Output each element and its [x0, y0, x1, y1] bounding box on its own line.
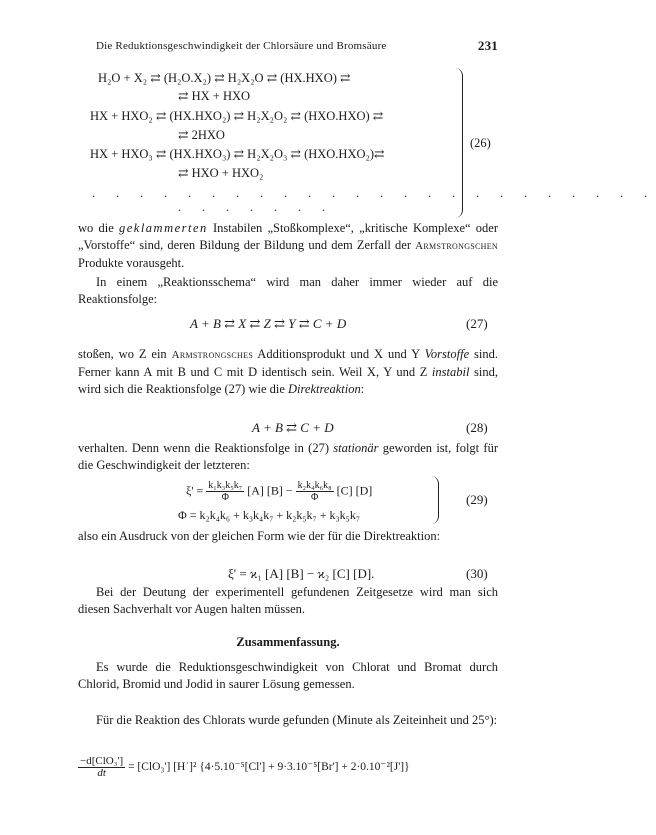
page-number: 231 — [477, 38, 498, 53]
page — [78, 0, 656, 835]
eq26-line-5: HX + HXO₃ ⇄ (HX.HXO₃) ⇄ H₂X₂O₃ ⇄ (HXO.HXO₂)⇄ — [90, 147, 385, 161]
eq26-line-2: ⇄ HX + HXO — [178, 89, 251, 103]
paragraph-1: wo die geklammerten Instabilen „Stoßkomplexe“, „kritische Komplexe“ oder „Vorstoffe“ sind, deren Bildung der Bildung und dem Zerfall der Armstrongschen Produkte vorausgeht. — [78, 221, 498, 270]
running-head — [96, 40, 498, 52]
eq26-dots-row-1: . . . . . . . . . . . . . . . . . . . . . . . . — [92, 186, 656, 200]
eq29-brace — [430, 476, 439, 524]
eq30-number: (30) — [466, 566, 488, 581]
equation-final: $\frac{\text{−d[ClO₃']}}{dt}$ = [ClO₃'] [H˙]² {4·5.10⁻⁵[Cl'] + 9·3.10⁻⁵[Br'] + 2·0.10⁻²[J']} — [80, 755, 410, 779]
eq26-dots-row-2: . . . . . . . — [178, 200, 334, 214]
paragraph-3: stoßen, wo Z ein Armstrongsches Additionsprodukt und X und Y Vorstoffe sind. Ferner kann A mit B und C mit D identisch sein. Weil X, Y und Z instabil sind, wird sich die Reaktionsfolge (27) wie die Direktreaktion: — [78, 347, 498, 396]
eq26-line-3: HX + HXO₂ ⇄ (HX.HXO₂) ⇄ H₂X₂O₂ ⇄ (HXO.HXO) ⇄ — [90, 109, 384, 123]
paragraph-2: In einem „Reaktionsschema“ wird man daher immer wieder auf die Reaktionsfolge: — [78, 275, 498, 306]
equation-30: ξ' = ϰ₁ [A] [B] − ϰ₂ [C] [D]. — [228, 566, 375, 581]
equation-28: A + B ⇄ C + D — [252, 420, 334, 435]
eq26-line-1: H₂O + X₂ ⇄ (H₂O.X₂) ⇄ H₂X₂O ⇄ (HX.HXO) ⇄ — [98, 71, 351, 85]
equation-29-line-2: Φ = k₂k₄k₆ + k₃k₄k₇ + k₂k₅k₇ + k₃k₅k₇ — [178, 508, 361, 522]
eq26-line-6: ⇄ HXO + HXO₂ — [178, 166, 264, 180]
paragraph-7: Es wurde die Reduktionsgeschwindigkeit von Chlorat und Bromat durch Chlorid, Bromid und Jodid in saurer Lösung gemessen. — [78, 660, 498, 691]
paragraph-6: Bei der Deutung der experimentell gefundenen Zeitgesetze wird man sich diesen Sachverhalt vor Augen halten müssen. — [78, 585, 498, 616]
paragraph-8: Für die Reaktion des Chlorats wurde gefunden (Minute als Zeiteinheit und 25°): — [96, 713, 498, 727]
paragraph-5: also ein Ausdruck von der gleichen Form wie der für die Direktreaktion: — [78, 529, 441, 543]
equation-29-line-1: ξ' = $\frac{\text{k₁k₃k₅k₇}}{\Phi}$ [A] [B] − $\frac{\text{k₂k₄k₆k₈}}{\Phi}$ [C] [D] — [186, 480, 373, 503]
equation-27: A + B ⇄ X ⇄ Z ⇄ Y ⇄ C + D — [190, 316, 347, 331]
summary-heading: Zusammenfassung. — [236, 635, 340, 649]
paragraph-4: verhalten. Denn wenn die Reaktionsfolge in (27) stationär geworden ist, folgt für die Geschwindigkeit der letzteren: — [78, 441, 499, 472]
eq27-number: (27) — [466, 316, 488, 331]
emph-geklammerten: geklammerten — [118, 221, 208, 235]
eq28-number: (28) — [466, 420, 488, 435]
eq26-line-4: ⇄ 2HXO — [178, 128, 225, 142]
eq26-number: (26) — [470, 136, 491, 150]
eq26-brace — [452, 68, 463, 218]
running-head-title: Die Reduktionsgeschwindigkeit der Chlorsäure und Bromsäure — [96, 40, 387, 52]
eq29-number: (29) — [466, 492, 488, 507]
